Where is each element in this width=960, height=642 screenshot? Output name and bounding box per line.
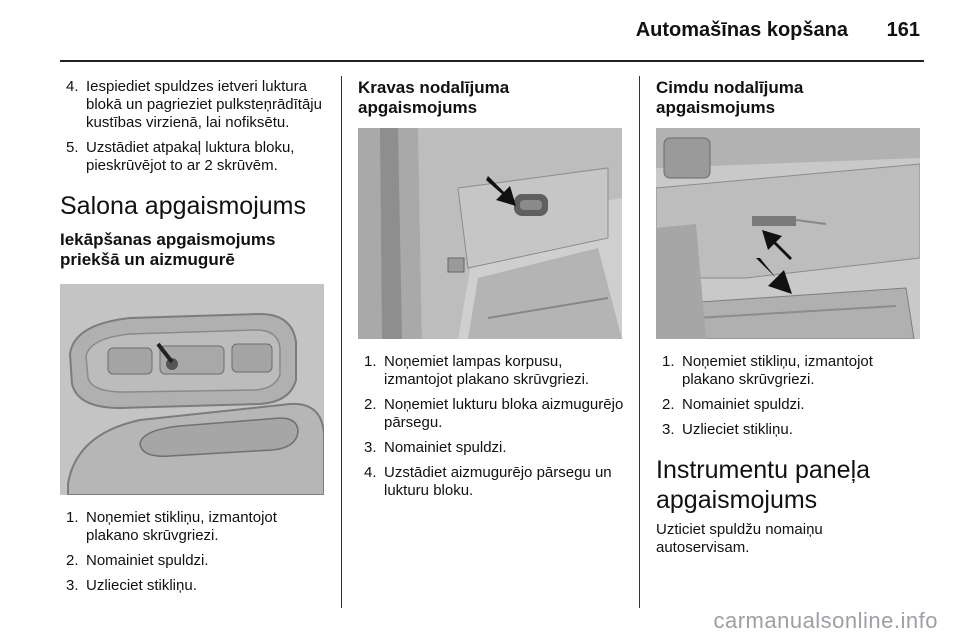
column-1 <box>60 78 324 602</box>
courtesy-light-figure <box>60 284 324 495</box>
page-number: 161 <box>886 19 920 41</box>
steps-list <box>60 509 324 595</box>
section-heading: Kravas nodalījuma apgaismojums <box>358 78 510 117</box>
column-divider-1 <box>341 76 342 608</box>
list-item: 2. Nomainiet spuldzi. <box>662 396 805 413</box>
section-heading: Salona apgaismojums <box>60 192 306 220</box>
list-item: 1. Noņemiet lampas korpusu, izmantojot plakano skrūvgriezi. <box>364 353 590 388</box>
column-3 <box>656 78 922 557</box>
list-item: 3. Nomainiet spuldzi. <box>364 439 507 456</box>
page-header <box>60 0 924 62</box>
steps-list <box>656 353 922 439</box>
list-item: 1. Noņemiet stikliņu, izmantojot plakano skrūvgriezi. <box>662 353 873 388</box>
chapter-title: Automašīnas kopšana <box>635 19 848 41</box>
watermark: carmanualsonline.info <box>713 608 938 633</box>
section-heading: Instrumentu paneļa apgaismojums <box>656 456 871 514</box>
list-item: 5. Uzstādiet atpakaļ luktura bloku, pieskrūvējot to ar 2 skrūvēm. <box>66 139 295 174</box>
glovebox-light-figure <box>656 128 920 339</box>
list-item: 3. Uzlieciet stikliņu. <box>66 577 197 594</box>
list-item: 4. Iespiediet spuldzes ietveri luktura blokā un pagrieziet pulksteņrādītāju kustības virzienā, lai nofiksētu. <box>66 78 322 131</box>
column-divider-2 <box>639 76 640 608</box>
list-item: 4. Uzstādiet aizmugurējo pārsegu un lukturu bloku. <box>364 464 612 499</box>
column-2 <box>358 78 624 507</box>
section-heading: Cimdu nodalījuma apgaismojums <box>656 78 804 117</box>
list-item: 1. Noņemiet stikliņu, izmantojot plakano skrūvgriezi. <box>66 509 277 544</box>
list-item: 2. Nomainiet spuldzi. <box>66 552 209 569</box>
subheading: Iekāpšanas apgaismojums priekšā un aizmugurē <box>60 230 276 269</box>
steps-continued <box>60 78 324 175</box>
body-paragraph: Uzticiet spuldžu nomaiņu autoservisam. <box>656 521 823 556</box>
list-item: 2. Noņemiet lukturu bloka aizmugurējo pārsegu. <box>364 396 624 431</box>
cargo-light-figure <box>358 128 622 339</box>
steps-list <box>358 353 624 500</box>
list-item: 3. Uzlieciet stikliņu. <box>662 421 793 438</box>
